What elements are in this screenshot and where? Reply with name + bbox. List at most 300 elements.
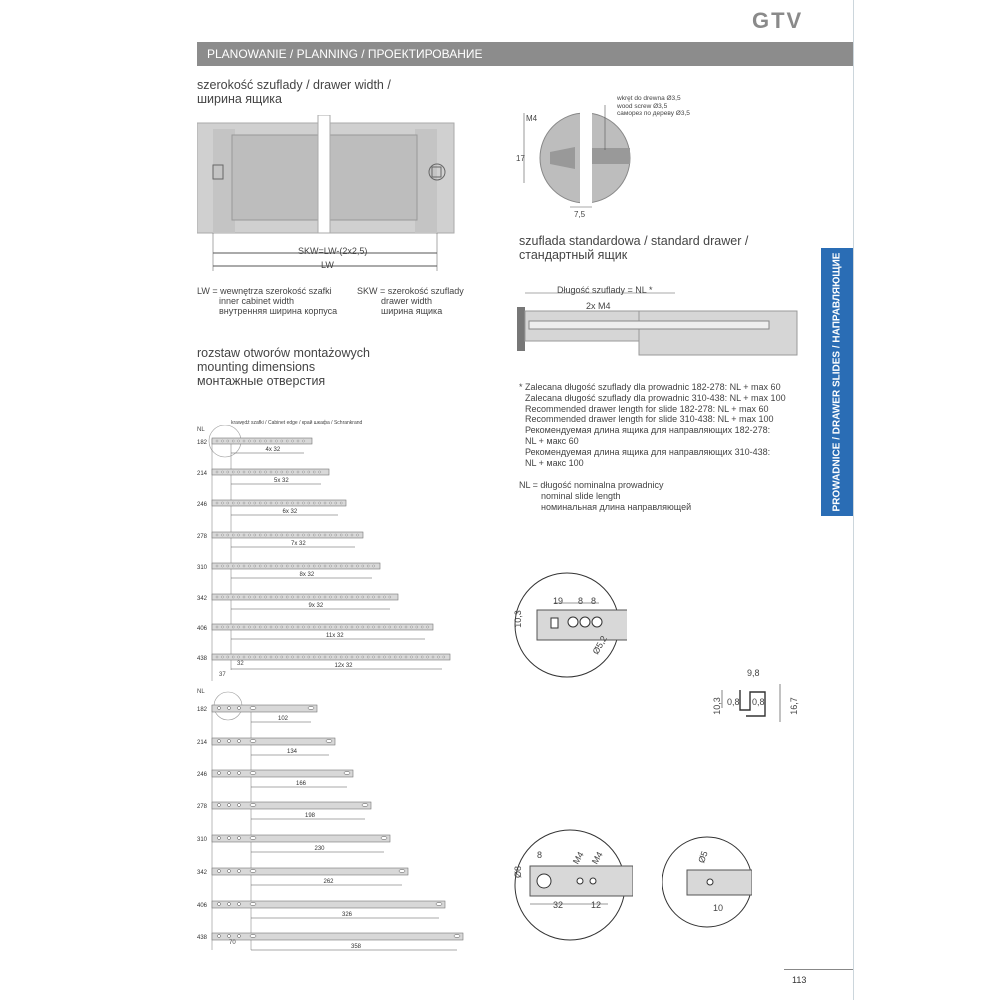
rail-hole [248, 656, 250, 658]
rail-hole [265, 534, 267, 536]
note-line: Zalecana długość szuflady dla prowadnic 310-438: NL + max 100 [525, 392, 786, 403]
rail-hole [389, 626, 391, 628]
note-line: Recommended drawer length for slide 182-278: NL + max 60 [525, 403, 769, 414]
drawer-length-label: Długość szuflady = NL * [557, 285, 653, 295]
d2-m4b: M4 [589, 850, 605, 866]
rail-hole [351, 626, 353, 628]
profile-98: 9,8 [747, 668, 760, 678]
mounting-title-line: mounting dimensions [197, 360, 316, 374]
bottom-rail-dim-label: 166 [296, 781, 307, 787]
d3-10: 10 [713, 903, 724, 913]
rail-hole [292, 565, 294, 567]
rail-slot [250, 772, 256, 775]
rail-hole [254, 502, 256, 504]
page-edge-line [853, 0, 854, 1000]
rail-slot [250, 870, 256, 873]
rail-hole [308, 471, 310, 473]
rail-hole [221, 596, 223, 598]
nl-def-line: номинальная длина направляющей [541, 501, 692, 512]
rail-hole [329, 596, 331, 598]
rail-hole [356, 534, 358, 536]
rail-hole [308, 534, 310, 536]
rail-hole [218, 740, 221, 743]
rail-hole [275, 440, 277, 442]
rail-hole [292, 440, 294, 442]
rail-hole [410, 626, 412, 628]
nl-def-line: nominal slide length [541, 490, 621, 501]
rail-hole [302, 626, 304, 628]
rail-hole [243, 626, 245, 628]
rail-hole [421, 656, 423, 658]
rail-hole [270, 565, 272, 567]
note-line: Рекомендуемая длина ящика для направляющих 182-278: [525, 425, 771, 436]
rail-hole [389, 656, 391, 658]
profile-section-diagram [710, 680, 790, 730]
rail-hole [319, 656, 321, 658]
rail-hole [346, 656, 348, 658]
rail-hole [340, 565, 342, 567]
rail-hole [228, 837, 231, 840]
drawer-width-title [197, 78, 391, 106]
rail-slot [250, 935, 256, 938]
rail-hole [297, 626, 299, 628]
rail-hole [308, 565, 310, 567]
rail-hole [281, 656, 283, 658]
rail-hole [427, 656, 429, 658]
bottom-rail-nl-label: 310 [197, 837, 208, 843]
rail-slot [381, 837, 387, 840]
rail-hole [265, 656, 267, 658]
rail-hole [297, 440, 299, 442]
rail-hole [227, 502, 229, 504]
note-line: NL + макс 60 [525, 435, 579, 446]
rail-hole [373, 626, 375, 628]
rail-hole [228, 772, 231, 775]
section-header [197, 42, 853, 66]
rail-hole [351, 534, 353, 536]
rail-hole [437, 656, 439, 658]
d2-d8: Ø8 [513, 865, 524, 879]
rail-hole [243, 565, 245, 567]
rail-hole [228, 740, 231, 743]
screw-label-line: wood screw Ø3,5 [617, 102, 668, 110]
mounting-title-line: монтажные отверстия [197, 374, 326, 388]
top-rail-dim-label: 8x 32 [299, 572, 315, 578]
side-tab [821, 248, 853, 516]
rail-hole [254, 471, 256, 473]
bottom-rail-dim-label: 358 [351, 944, 362, 950]
rail-hole [351, 565, 353, 567]
d1-8b: 8 [591, 596, 597, 606]
profile-08b: 0,8 [752, 697, 765, 707]
rail-hole [254, 565, 256, 567]
top-rail-dim-label: 4x 32 [265, 447, 281, 453]
rail-hole [259, 534, 261, 536]
rail-hole [405, 626, 407, 628]
top-rail-dim-label: 5x 32 [274, 478, 289, 484]
rail-hole [232, 565, 234, 567]
rail-hole [378, 596, 380, 598]
d2-m4a: M4 [570, 850, 586, 866]
rail-hole [218, 903, 221, 906]
top-rail-nl-label: 342 [197, 596, 208, 602]
skw-def-line: ширина ящика [381, 306, 443, 316]
d1-52: Ø5,2 [590, 634, 609, 656]
rail-hole [218, 707, 221, 710]
rail-hole [410, 656, 412, 658]
rail-hole [227, 440, 229, 442]
d1-19: 19 [553, 596, 564, 606]
rail-hole [286, 626, 288, 628]
lw-definition [197, 286, 337, 316]
top-rail-nl-label: 246 [197, 502, 208, 508]
screw-label-line: wkręt do drewna Ø3,5 [617, 95, 681, 102]
rail-hole [335, 626, 337, 628]
d1-103: 10,3 [512, 610, 523, 628]
rail-hole [313, 502, 315, 504]
rail-hole [346, 565, 348, 567]
d2-12: 12 [591, 900, 602, 910]
rail-hole [324, 626, 326, 628]
bottom-rail-dim-label: 230 [314, 846, 325, 852]
rail-hole [362, 656, 364, 658]
small-hole-detail-diagram [662, 835, 752, 930]
note-line: Recommended drawer length for slide 310-438: NL + max 100 [525, 414, 774, 425]
rail-hole [421, 626, 423, 628]
rail-hole [248, 471, 250, 473]
section-title: PLANOWANIE / PLANNING / ПРОЕКТИРОВАНИЕ [207, 47, 483, 61]
rail-hole [292, 502, 294, 504]
rail-hole [286, 596, 288, 598]
rail-hole [232, 534, 234, 536]
rail-hole [232, 626, 234, 628]
rail-hole [367, 565, 369, 567]
rail-hole [340, 596, 342, 598]
rail-hole [356, 565, 358, 567]
rail-hole [286, 440, 288, 442]
rail-hole [275, 534, 277, 536]
lw-def-line: внутренняя ширина корпуса [219, 306, 338, 316]
rail-hole [275, 471, 277, 473]
top-rail-nl-label: 438 [197, 656, 208, 662]
rail-hole [308, 596, 310, 598]
rail-hole [275, 626, 277, 628]
nl-def-line: NL = długość nominalna prowadnicy [519, 480, 664, 490]
rail-hole [216, 656, 218, 658]
rail-hole [319, 534, 321, 536]
rail-hole [405, 656, 407, 658]
skw-definition [357, 286, 464, 316]
rail-hole [221, 656, 223, 658]
rail-hole [281, 596, 283, 598]
rail-hole [335, 534, 337, 536]
rail-hole [259, 596, 261, 598]
rail-hole [292, 471, 294, 473]
rail-hole [281, 471, 283, 473]
rail-hole [362, 626, 364, 628]
rail-hole [427, 626, 429, 628]
rail-hole [254, 656, 256, 658]
rail-hole [356, 596, 358, 598]
m4-label: 2x M4 [586, 301, 611, 311]
rail-hole [286, 565, 288, 567]
rail-hole [281, 502, 283, 504]
cabinet-edge-label: krawędź szafki / Cabinet edge / край шкафа / Schrankrand [231, 420, 363, 426]
rail-hole [308, 626, 310, 628]
rail-hole [286, 471, 288, 473]
rail-hole [335, 596, 337, 598]
rail-hole [340, 656, 342, 658]
rail-hole [324, 596, 326, 598]
rail-hole [221, 502, 223, 504]
rail-hole [243, 596, 245, 598]
rail-hole [238, 772, 241, 775]
rail-hole [416, 656, 418, 658]
rail-hole [281, 626, 283, 628]
rail-hole [238, 565, 240, 567]
rail-hole [340, 626, 342, 628]
rail-hole [324, 656, 326, 658]
rail-hole [218, 935, 221, 938]
rail-hole [313, 596, 315, 598]
top-rail-dim-label: 7x 32 [291, 541, 306, 547]
rail-hole [227, 471, 229, 473]
rail-hole [356, 626, 358, 628]
rail-hole [227, 596, 229, 598]
bottom-rail-dim-label: 326 [342, 912, 353, 918]
rail-hole [216, 534, 218, 536]
lw-def-line: inner cabinet width [219, 296, 295, 306]
rail-hole [221, 626, 223, 628]
drawer-width-title-line1: szerokość szuflady / drawer width / [197, 78, 391, 92]
side-tab-label: PROWADNICE / DRAWER SLIDES / НАПРАВЛЯЮЩИЕ [831, 252, 843, 512]
rail-hole [259, 565, 261, 567]
rail-hole [254, 534, 256, 536]
rail-hole [362, 565, 364, 567]
note-line: NL + макс 100 [525, 457, 584, 468]
rail-hole [373, 596, 375, 598]
rail-hole [432, 656, 434, 658]
bottom-rail-nl-label: 214 [197, 740, 208, 746]
brand-logo: GTV [752, 8, 804, 33]
rail-hole [329, 626, 331, 628]
rail-hole [259, 626, 261, 628]
bottom-rail-nl-label: 342 [197, 870, 208, 876]
rail-hole [302, 656, 304, 658]
rail-hole [362, 596, 364, 598]
rail-hole [275, 596, 277, 598]
rail-slot [436, 903, 442, 906]
bottom-rail [212, 933, 463, 940]
bottom-rail-dim-label: 102 [278, 716, 289, 722]
d1-8a: 8 [578, 596, 584, 606]
page-number-rule [784, 969, 853, 970]
rail-hole [329, 656, 331, 658]
top-rail-dim-label: 9x 32 [308, 603, 324, 609]
rail-hole [270, 656, 272, 658]
rail-hole [248, 440, 250, 442]
rail-hole [275, 565, 277, 567]
rail-hole [221, 471, 223, 473]
rail-hole [373, 656, 375, 658]
rail-hole [232, 596, 234, 598]
rail-hole [313, 565, 315, 567]
rail-hole [302, 502, 304, 504]
rail-hole [270, 534, 272, 536]
screw-labels [617, 95, 690, 118]
rail-hole [383, 626, 385, 628]
rail-hole [238, 707, 241, 710]
rail-hole [243, 502, 245, 504]
rail-hole [346, 596, 348, 598]
rail-hole [373, 565, 375, 567]
bottom-rail-dim-label: 198 [305, 813, 316, 819]
rail-hole [227, 656, 229, 658]
rail-hole [292, 596, 294, 598]
rail-hole [265, 471, 267, 473]
rail-hole [367, 596, 369, 598]
rail-hole [228, 707, 231, 710]
rail-hole [238, 870, 241, 873]
rail-hole [351, 656, 353, 658]
rail-hole [265, 502, 267, 504]
rail-hole [319, 596, 321, 598]
rail-hole [319, 626, 321, 628]
rail-hole [400, 626, 402, 628]
rail-hole [216, 471, 218, 473]
rail-hole [254, 440, 256, 442]
rail-hole [329, 502, 331, 504]
rail-hole [228, 870, 231, 873]
rail-hole [351, 596, 353, 598]
mounting-title [197, 346, 370, 388]
rail-hole [216, 596, 218, 598]
rail-hole [281, 440, 283, 442]
rail-hole [302, 534, 304, 536]
rail-hole [221, 534, 223, 536]
rail-hole [221, 440, 223, 442]
rail-hole [297, 565, 299, 567]
rail-hole [248, 565, 250, 567]
rail-hole [329, 534, 331, 536]
standard-title-line1: szuflada standardowa / standard drawer / [519, 234, 749, 248]
rail-hole [248, 596, 250, 598]
bottom-rail-nl-label: 246 [197, 772, 208, 778]
mounting-title-line: rozstaw otworów montażowych [197, 346, 370, 360]
rail-hole [346, 534, 348, 536]
rail-hole [238, 837, 241, 840]
rail-hole [324, 534, 326, 536]
skw-def-line: SKW = szerokość szuflady [357, 286, 464, 296]
rail-hole [308, 502, 310, 504]
drawer-width-title-line2: ширина ящика [197, 92, 283, 106]
rail-hole [329, 565, 331, 567]
rail-hole [238, 626, 240, 628]
rail-hole [216, 440, 218, 442]
rail-hole [443, 656, 445, 658]
rail-hole [254, 596, 256, 598]
top-rail-nl-label: 406 [197, 626, 208, 632]
rail-hole [383, 656, 385, 658]
rail-hole [243, 534, 245, 536]
bottom-rail-nl-label: 406 [197, 903, 208, 909]
rail-hole [400, 656, 402, 658]
rail-hole [218, 837, 221, 840]
rail-hole [238, 596, 240, 598]
rail-hole [335, 656, 337, 658]
profile-08a: 0,8 [727, 697, 740, 707]
rail-hole [292, 656, 294, 658]
rail-hole [367, 626, 369, 628]
rail-hole [297, 534, 299, 536]
rail-hole [319, 502, 321, 504]
rail-hole [378, 656, 380, 658]
nl-definition [519, 480, 691, 512]
top-dim-37: 37 [219, 672, 226, 678]
rail-hole [340, 534, 342, 536]
rail-hole [313, 656, 315, 658]
rail-hole [259, 471, 261, 473]
top-rail-dim-label: 12x 32 [334, 663, 353, 669]
rail-hole [324, 502, 326, 504]
rail-hole [324, 565, 326, 567]
standard-title-line2: стандартный ящик [519, 248, 628, 262]
rail-hole [243, 471, 245, 473]
rail-hole [340, 502, 342, 504]
rail-hole [281, 534, 283, 536]
rail-hole [297, 471, 299, 473]
rail-hole [394, 626, 396, 628]
rail-hole [254, 626, 256, 628]
rail-slot [250, 804, 256, 807]
rail-hole [292, 534, 294, 536]
rail-hole [286, 534, 288, 536]
rail-hole [270, 596, 272, 598]
skw-def-line: drawer width [381, 296, 433, 306]
rail-slot [454, 935, 460, 938]
rail-hole [313, 534, 315, 536]
skw-formula: SKW=LW-(2x2,5) [298, 246, 368, 256]
rail-hole [248, 626, 250, 628]
rail-hole [221, 565, 223, 567]
screw-label-line: саморез по дереву Ø3,5 [617, 110, 690, 117]
rail-hole [232, 440, 234, 442]
rail-hole [259, 502, 261, 504]
rail-slot [362, 804, 368, 807]
rail-hole [248, 534, 250, 536]
rail-hole [297, 596, 299, 598]
top-rail-nl-label: 214 [197, 471, 208, 477]
d2-32: 32 [553, 900, 564, 910]
rail-hole [232, 471, 234, 473]
bottom-rail [212, 770, 353, 777]
top-rail-dim-label: 11x 32 [326, 633, 344, 639]
rail-slot [344, 772, 350, 775]
rail-hole [238, 903, 241, 906]
rail-hole [238, 804, 241, 807]
bottom-rail [212, 901, 445, 908]
bottom-rail-nl-label: 438 [197, 935, 208, 941]
rail-hole [216, 565, 218, 567]
bottom-dim-70: 70 [229, 940, 236, 946]
rail-hole [218, 804, 221, 807]
rail-hole [286, 656, 288, 658]
rail-hole [228, 903, 231, 906]
bottom-rail-nl-label: 278 [197, 804, 208, 810]
top-dim-32: 32 [237, 661, 244, 667]
rail-hole [238, 935, 241, 938]
rail-hole [228, 935, 231, 938]
